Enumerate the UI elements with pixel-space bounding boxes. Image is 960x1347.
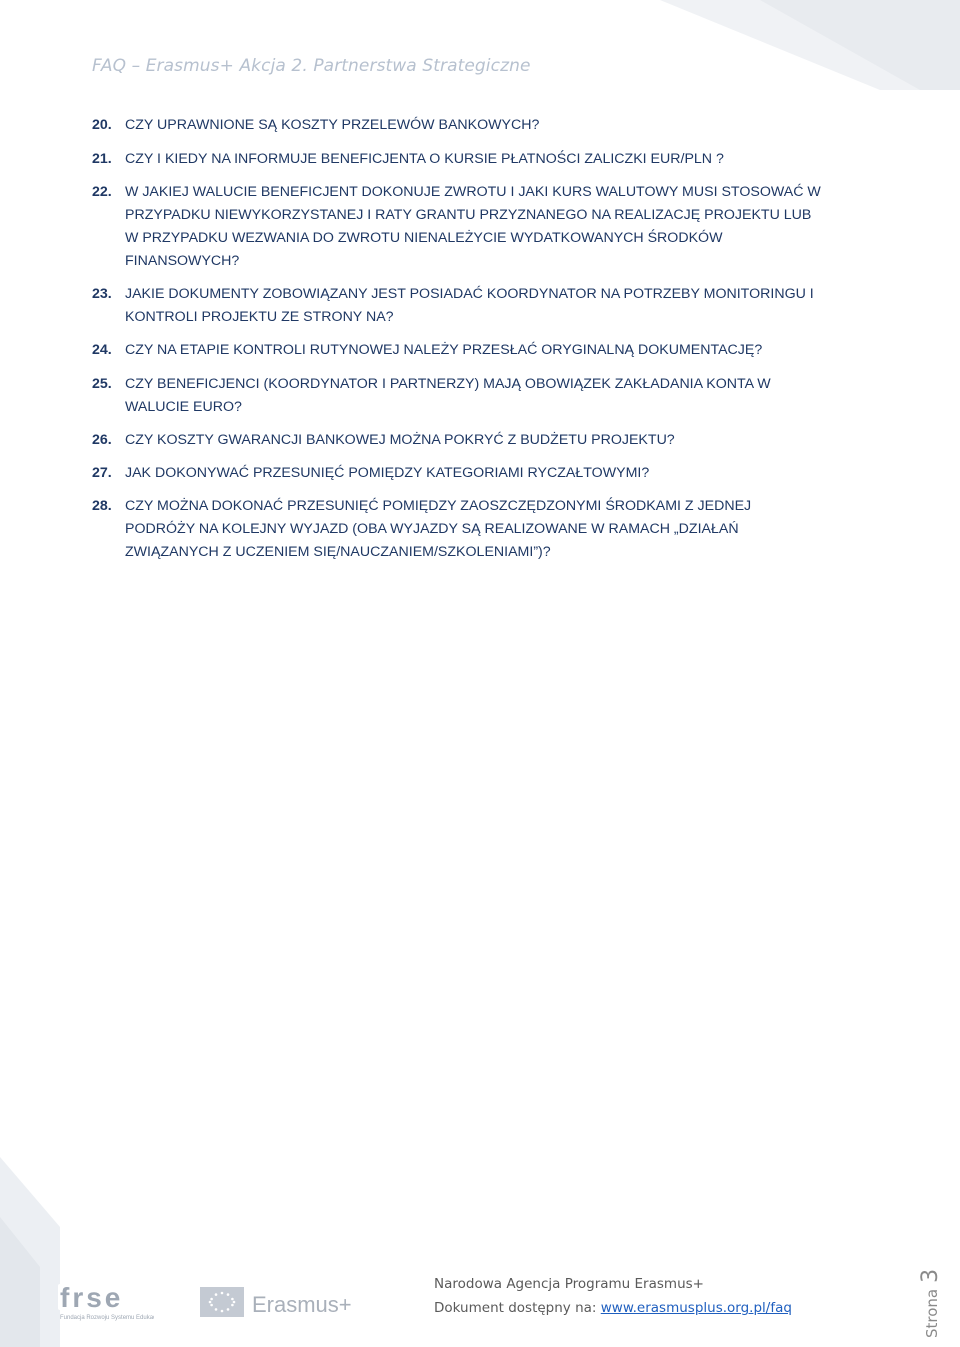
faq-item: [92, 283, 822, 329]
faq-question: JAK DOKONYWAĆ PRZESUNIĘĆ POMIĘDZY KATEGORIAMI RYCZAŁTOWYMI?: [125, 465, 650, 481]
document-label: Dokument dostępny na:: [434, 1300, 601, 1316]
page-number-label: [918, 1260, 942, 1340]
frse-logo: [58, 1284, 154, 1327]
faq-item: [92, 339, 822, 362]
faq-number: 27.: [92, 465, 112, 481]
faq-number: 26.: [92, 432, 112, 448]
faq-question: W JAKIEJ WALUCIE BENEFICJENT DOKONUJE ZWROTU I JAKI KURS WALUTOWY MUSI STOSOWAĆ W PRZYPADKU NIEWYKORZYSTANEJ I RATY GRANTU PRZYZNANEGO NA REALIZACJĘ PROJEKTU LUB W PRZYPADKU WEZWANIA DO ZWROTU NIENALEŻYCIE WYDATKOWANYCH ŚRODKÓW FINANSOWYCH?: [125, 184, 821, 269]
footer-info: [434, 1276, 792, 1324]
frse-logo-subtitle: Fundacja Rozwoju Systemu Edukacji: [60, 1315, 154, 1321]
faq-list: [92, 114, 822, 564]
faq-question: CZY MOŻNA DOKONAĆ PRZESUNIĘĆ POMIĘDZY ZAOSZCZĘDZONYMI ŚRODKAMI Z JEDNEJ PODRÓŻY NA KOLEJNY WYJAZD (OBA WYJAZDY SĄ REALIZOWANE W RAMACH „DZIAŁAŃ ZWIĄZANYCH Z UCZENIEM SIĘ/NAUCZANIEM/SZKOLENIAMI”)?: [125, 498, 752, 560]
faq-question: CZY NA ETAPIE KONTROLI RUTYNOWEJ NALEŻY PRZESŁAĆ ORYGINALNĄ DOKUMENTACJĘ?: [125, 342, 763, 358]
faq-number: 22.: [92, 184, 112, 200]
faq-question: CZY I KIEDY NA INFORMUJE BENEFICJENTA O KURSIE PŁATNOŚCI ZALICZKI EUR/PLN ?: [125, 151, 724, 167]
faq-item: [92, 148, 822, 171]
faq-item: [92, 495, 822, 564]
frse-logo-text: frse: [60, 1284, 124, 1313]
frse-logo-mark: [58, 1284, 154, 1322]
faq-number: 21.: [92, 151, 112, 167]
faq-item: [92, 429, 822, 452]
page-title: FAQ – Erasmus+ Akcja 2. Partnerstwa Strategiczne: [92, 56, 531, 76]
erasmus-logo: [200, 1285, 360, 1326]
faq-question: JAKIE DOKUMENTY ZOBOWIĄZANY JEST POSIADAĆ KOORDYNATOR NA POTRZEBY MONITORINGU I KONTROLI PROJEKTU ZE STRONY NA?: [125, 286, 814, 325]
erasmus-logo-mark: [200, 1285, 360, 1321]
corner-decoration: [640, 0, 960, 90]
corner-decoration-bottom: [0, 1157, 60, 1347]
page-number: 3: [918, 1268, 943, 1283]
faq-link[interactable]: www.erasmusplus.org.pl/faq: [600, 1300, 792, 1316]
faq-number: 25.: [92, 376, 112, 392]
faq-number: 20.: [92, 117, 112, 133]
page-word: Strona: [923, 1288, 941, 1338]
faq-item: [92, 462, 822, 485]
faq-number: 23.: [92, 286, 112, 302]
faq-question: CZY KOSZTY GWARANCJI BANKOWEJ MOŻNA POKRYĆ Z BUDŻETU PROJEKTU?: [125, 432, 675, 448]
eu-flag-icon: [200, 1287, 244, 1317]
agency-name: Narodowa Agencja Programu Erasmus+: [434, 1276, 704, 1292]
erasmus-logo-text: Erasmus+: [252, 1292, 352, 1317]
faq-item: [92, 181, 822, 273]
faq-number: 24.: [92, 342, 112, 358]
document-availability: [434, 1300, 792, 1324]
faq-number: 28.: [92, 498, 112, 514]
faq-question: CZY BENEFICJENCI (KOORDYNATOR I PARTNERZY) MAJĄ OBOWIĄZEK ZAKŁADANIA KONTA W WALUCIE EURO?: [125, 376, 771, 415]
faq-item: [92, 114, 822, 137]
faq-question: CZY UPRAWNIONE SĄ KOSZTY PRZELEWÓW BANKOWYCH?: [125, 117, 540, 133]
faq-item: [92, 373, 822, 419]
